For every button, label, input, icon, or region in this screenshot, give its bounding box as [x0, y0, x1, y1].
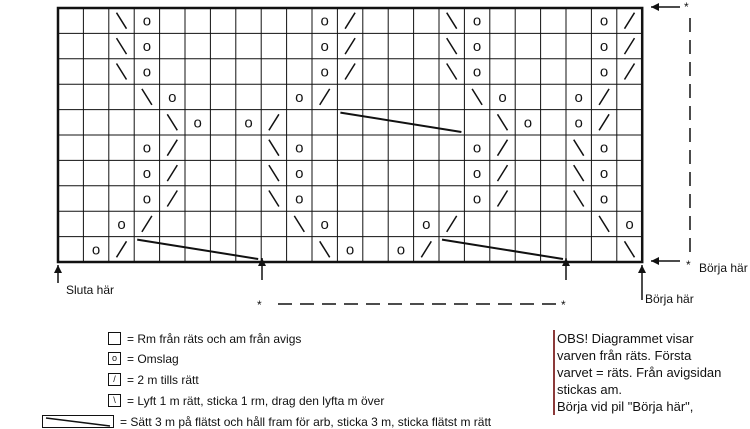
end-here-label: Sluta här [66, 283, 115, 297]
note-line: varvet = räts. Från avigsidan [557, 365, 722, 380]
yarn-over-symbol: o [142, 38, 152, 56]
yarn-over-symbol: o [472, 190, 482, 208]
yarn-over-symbol: o [295, 190, 304, 208]
start-here-label: Börja här [645, 292, 694, 306]
yarn-over-symbol: o [142, 63, 152, 81]
yarn-over-symbol: o [345, 241, 355, 259]
yarn-over-symbol: o [599, 139, 609, 157]
legend-row-cable [42, 415, 491, 429]
skp-symbol [447, 38, 457, 54]
legend-box-k2tog: / [108, 373, 121, 386]
yarn-over-symbol: o [117, 215, 126, 233]
note-line: stickas am. [557, 382, 623, 397]
legend-box-cable [42, 415, 114, 428]
yarn-over-symbol: o [142, 139, 152, 157]
yarn-over-symbol: o [295, 165, 304, 183]
legend-row-k2tog [108, 373, 199, 387]
top-right-arrow-head [651, 3, 659, 11]
legend-row-yarn-over [108, 352, 179, 366]
skp-symbol [574, 140, 584, 156]
k2tog-symbol [599, 89, 609, 105]
legend-text: = Rm från räts och am från avigs [127, 332, 302, 346]
k2tog-symbol [345, 13, 355, 29]
skp-symbol [447, 64, 457, 80]
legend-box-skp: \ [108, 394, 121, 407]
legend-text: = Sätt 3 m på flätst och håll fram för arb, sticka 3 m, sticka flätst m rätt [120, 415, 492, 429]
yarn-over-symbol: o [244, 114, 253, 132]
skp-symbol [117, 13, 127, 29]
asterisk-bottom-left: * [257, 298, 262, 312]
k2tog-symbol [142, 216, 152, 232]
skp-symbol [599, 216, 609, 232]
start-here-arrow-head [638, 265, 646, 273]
k2tog-symbol [498, 140, 508, 156]
yarn-over-symbol: o [142, 190, 152, 208]
note-line: varven från räts. Första [557, 348, 692, 363]
yarn-over-symbol: o [498, 88, 507, 106]
yarn-over-symbol: o [599, 190, 609, 208]
yarn-over-symbol: o [625, 215, 634, 233]
yarn-over-symbol: o [91, 241, 101, 259]
yarn-over-symbol: o [523, 114, 533, 132]
asterisk-top-right: * [684, 0, 689, 14]
k2tog-symbol [269, 114, 279, 130]
yarn-over-symbol: o [295, 88, 304, 106]
yarn-over-symbol: o [472, 63, 482, 81]
yarn-over-symbol: o [320, 12, 329, 30]
k2tog-symbol [167, 165, 177, 181]
skp-symbol [117, 38, 127, 54]
skp-symbol [269, 191, 279, 207]
yarn-over-symbol: o [599, 38, 609, 56]
k2tog-symbol [167, 140, 177, 156]
k2tog-symbol [421, 241, 431, 257]
yarn-over-symbol: o [472, 165, 482, 183]
note-box [553, 330, 750, 415]
skp-symbol [142, 89, 152, 105]
skp-symbol [320, 241, 330, 257]
legend-cable-icon [43, 416, 113, 427]
yarn-over-symbol: o [472, 38, 482, 56]
yarn-over-symbol: o [193, 114, 202, 132]
yarn-over-symbol: o [574, 114, 583, 132]
skp-symbol [294, 216, 304, 232]
k2tog-symbol [345, 64, 355, 80]
yarn-over-symbol: o [574, 88, 583, 106]
note-line: OBS! Diagrammet visar [557, 331, 694, 346]
asterisk-bottom-right-repeat: * [561, 298, 566, 312]
cable-symbol [137, 240, 258, 259]
skp-symbol [117, 64, 127, 80]
legend-row-knit [108, 332, 301, 346]
legend-text: = 2 m tills rätt [127, 373, 199, 387]
skp-symbol [269, 140, 279, 156]
k2tog-symbol [498, 191, 508, 207]
yarn-over-symbol: o [599, 63, 609, 81]
yarn-over-symbol: o [142, 165, 152, 183]
start-here-label-right: Börja här [699, 261, 748, 275]
skp-symbol [472, 89, 482, 105]
k2tog-symbol [167, 191, 177, 207]
k2tog-symbol [345, 38, 355, 54]
k2tog-symbol [625, 64, 635, 80]
yarn-over-symbol: o [168, 88, 177, 106]
bottom-right-arrow-head [651, 257, 659, 265]
legend-text: = Omslag [127, 352, 179, 366]
k2tog-symbol [625, 38, 635, 54]
yarn-over-symbol: o [472, 12, 482, 30]
skp-symbol [447, 13, 457, 29]
note-line: Börja vid pil "Börja här", [557, 399, 694, 414]
end-here-arrow-head [54, 265, 62, 273]
skp-symbol [574, 191, 584, 207]
yarn-over-symbol: o [422, 215, 431, 233]
legend-row-skp [108, 394, 384, 408]
cable-symbol [340, 113, 461, 132]
yarn-over-symbol: o [599, 12, 609, 30]
skp-symbol [167, 114, 177, 130]
legend-text: = Lyft 1 m rätt, sticka 1 rm, drag den lyfta m över [127, 394, 385, 408]
yarn-over-symbol: o [320, 63, 329, 81]
asterisk-bottom-right: * [686, 258, 691, 272]
yarn-over-symbol: o [599, 165, 609, 183]
legend-box-yarn-over: o [108, 352, 121, 365]
k2tog-symbol [625, 13, 635, 29]
legend-box-empty [108, 332, 121, 345]
k2tog-symbol [599, 114, 609, 130]
yarn-over-symbol: o [396, 241, 406, 259]
cable-symbol [442, 240, 563, 259]
yarn-over-symbol: o [472, 139, 482, 157]
skp-symbol [498, 114, 508, 130]
skp-symbol [269, 165, 279, 181]
k2tog-symbol [498, 165, 508, 181]
yarn-over-symbol: o [320, 215, 329, 233]
yarn-over-symbol: o [295, 139, 304, 157]
yarn-over-symbol: o [142, 12, 152, 30]
k2tog-symbol [320, 89, 330, 105]
skp-symbol [625, 241, 635, 257]
yarn-over-symbol: o [320, 38, 329, 56]
skp-symbol [574, 165, 584, 181]
k2tog-symbol [447, 216, 457, 232]
k2tog-symbol [117, 241, 127, 257]
